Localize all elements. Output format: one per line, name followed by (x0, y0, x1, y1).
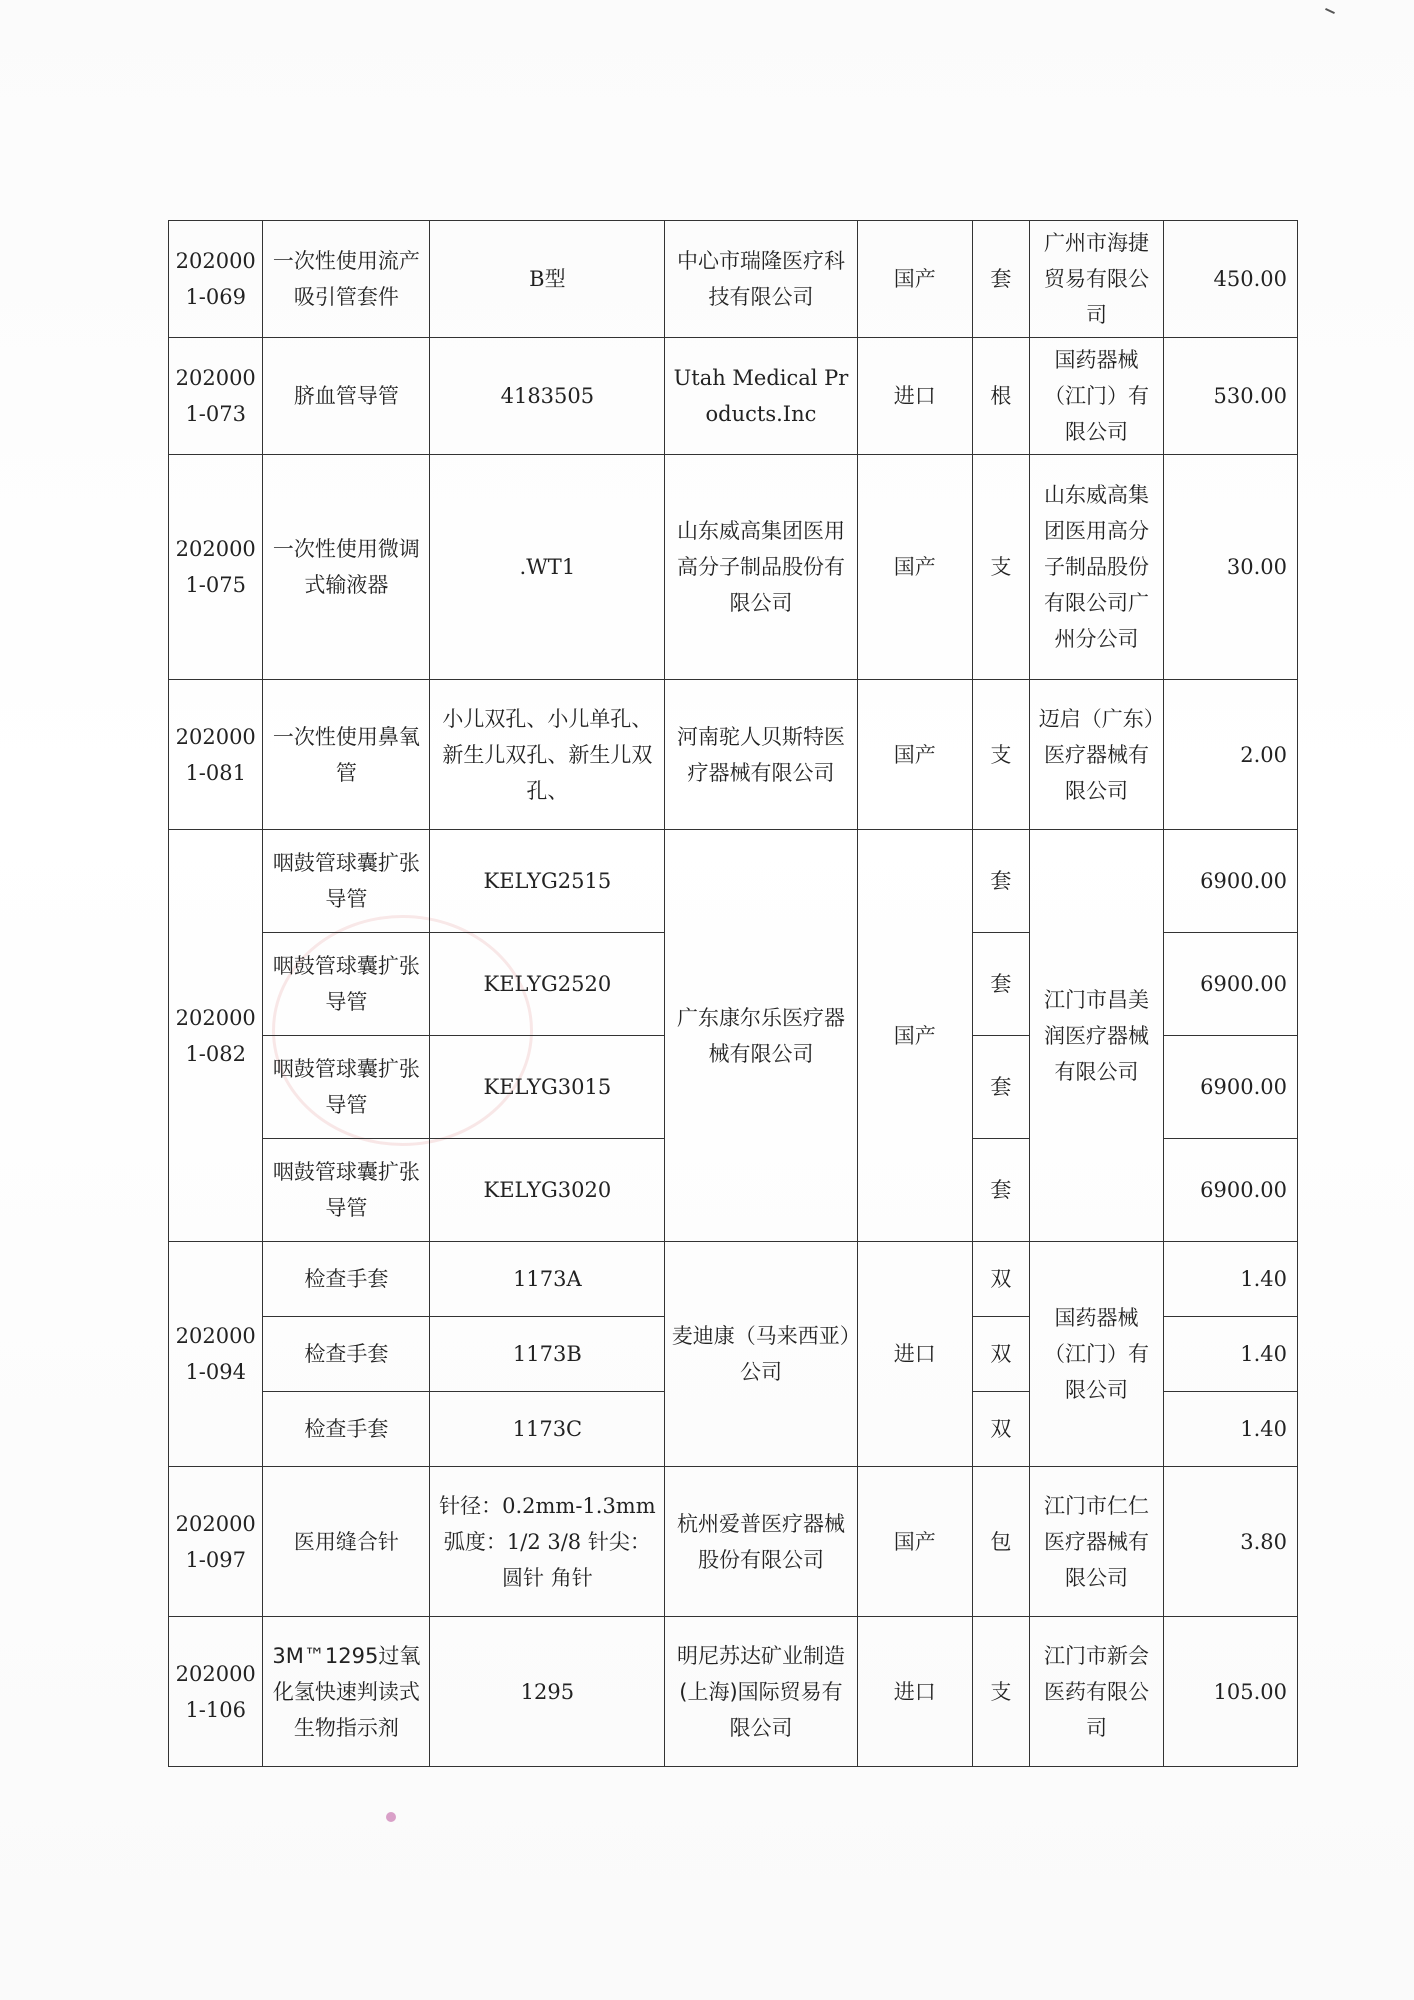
unit: 根 (972, 338, 1029, 455)
manufacturer: 广东康尔乐医疗器械有限公司 (665, 830, 857, 1242)
origin: 国产 (857, 1467, 972, 1617)
product-model: B型 (430, 221, 665, 338)
manufacturer: 中心市瑞隆医疗科技有限公司 (665, 221, 857, 338)
item-code: 2020001-097 (169, 1467, 263, 1617)
unit: 套 (972, 1139, 1029, 1242)
unit: 套 (972, 933, 1029, 1036)
product-model: 1173A (430, 1242, 665, 1317)
manufacturer: 杭州爱普医疗器械股份有限公司 (665, 1467, 857, 1617)
table-row (169, 830, 1298, 933)
price: 30.00 (1163, 455, 1297, 680)
item-code: 2020001-082 (169, 830, 263, 1242)
price: 6900.00 (1163, 1036, 1297, 1139)
item-code: 2020001-081 (169, 680, 263, 830)
price: 1.40 (1163, 1317, 1297, 1392)
item-code: 2020001-075 (169, 455, 263, 680)
product-model: 1173C (430, 1392, 665, 1467)
supplier: 山东威高集团医用高分子制品股份有限公司广州分公司 (1029, 455, 1163, 680)
supplier: 江门市新会医药有限公司 (1029, 1617, 1163, 1767)
price: 6900.00 (1163, 1139, 1297, 1242)
product-name: 检查手套 (263, 1392, 430, 1467)
unit: 双 (972, 1242, 1029, 1317)
ink-spot (386, 1812, 396, 1822)
product-name: 咽鼓管球囊扩张导管 (263, 1139, 430, 1242)
price: 1.40 (1163, 1392, 1297, 1467)
unit: 支 (972, 1617, 1029, 1767)
product-model: 1173B (430, 1317, 665, 1392)
supplier: 迈启（广东）医疗器械有限公司 (1029, 680, 1163, 830)
supplier: 广州市海捷贸易有限公司 (1029, 221, 1163, 338)
product-model: 4183505 (430, 338, 665, 455)
manufacturer: 山东威高集团医用高分子制品股份有限公司 (665, 455, 857, 680)
product-model: KELYG3020 (430, 1139, 665, 1242)
origin: 进口 (857, 338, 972, 455)
product-name: 脐血管导管 (263, 338, 430, 455)
product-name: 检查手套 (263, 1317, 430, 1392)
price: 2.00 (1163, 680, 1297, 830)
manufacturer: 明尼苏达矿业制造(上海)国际贸易有限公司 (665, 1617, 857, 1767)
product-name: 3M™1295过氧化氢快速判读式生物指示剂 (263, 1617, 430, 1767)
unit: 套 (972, 221, 1029, 338)
product-name: 检查手套 (263, 1242, 430, 1317)
product-model: KELYG2520 (430, 933, 665, 1036)
item-code: 2020001-069 (169, 221, 263, 338)
unit: 双 (972, 1317, 1029, 1392)
table-row (169, 455, 1298, 680)
origin: 进口 (857, 1617, 972, 1767)
unit: 套 (972, 1036, 1029, 1139)
item-code: 2020001-094 (169, 1242, 263, 1467)
unit: 包 (972, 1467, 1029, 1617)
price: 3.80 (1163, 1467, 1297, 1617)
unit: 支 (972, 455, 1029, 680)
product-model: 小儿双孔、小儿单孔、新生儿双孔、新生儿双孔、 (430, 680, 665, 830)
unit: 支 (972, 680, 1029, 830)
price: 1.40 (1163, 1242, 1297, 1317)
unit: 套 (972, 830, 1029, 933)
unit: 双 (972, 1392, 1029, 1467)
product-name: 医用缝合针 (263, 1467, 430, 1617)
table-row (169, 1617, 1298, 1767)
manufacturer: Utah Medical Products.Inc (665, 338, 857, 455)
origin: 国产 (857, 455, 972, 680)
price: 450.00 (1163, 221, 1297, 338)
table-row (169, 680, 1298, 830)
price: 6900.00 (1163, 830, 1297, 933)
table-row (169, 221, 1298, 338)
supplier: 国药器械（江门）有限公司 (1029, 338, 1163, 455)
origin: 进口 (857, 1242, 972, 1467)
product-model: 针径：0.2mm-1.3mm 弧度：1/2 3/8 针尖：圆针 角针 (430, 1467, 665, 1617)
product-name: 咽鼓管球囊扩张导管 (263, 933, 430, 1036)
supplier: 国药器械（江门）有限公司 (1029, 1242, 1163, 1467)
price-table (168, 220, 1298, 1767)
price: 6900.00 (1163, 933, 1297, 1036)
table-row (169, 1467, 1298, 1617)
origin: 国产 (857, 830, 972, 1242)
product-name: 一次性使用鼻氧管 (263, 680, 430, 830)
product-name: 一次性使用微调式输液器 (263, 455, 430, 680)
product-model: .WT1 (430, 455, 665, 680)
product-model: 1295 (430, 1617, 665, 1767)
price: 530.00 (1163, 338, 1297, 455)
supplier: 江门市昌美润医疗器械有限公司 (1029, 830, 1163, 1242)
manufacturer: 河南驼人贝斯特医疗器械有限公司 (665, 680, 857, 830)
origin: 国产 (857, 221, 972, 338)
manufacturer: 麦迪康（马来西亚）公司 (665, 1242, 857, 1467)
origin: 国产 (857, 680, 972, 830)
table-row (169, 338, 1298, 455)
product-name: 一次性使用流产吸引管套件 (263, 221, 430, 338)
product-name: 咽鼓管球囊扩张导管 (263, 830, 430, 933)
table-row (169, 1242, 1298, 1317)
product-model: KELYG3015 (430, 1036, 665, 1139)
product-model: KELYG2515 (430, 830, 665, 933)
price: 105.00 (1163, 1617, 1297, 1767)
item-code: 2020001-073 (169, 338, 263, 455)
item-code: 2020001-106 (169, 1617, 263, 1767)
supplier: 江门市仁仁医疗器械有限公司 (1029, 1467, 1163, 1617)
product-name: 咽鼓管球囊扩张导管 (263, 1036, 430, 1139)
